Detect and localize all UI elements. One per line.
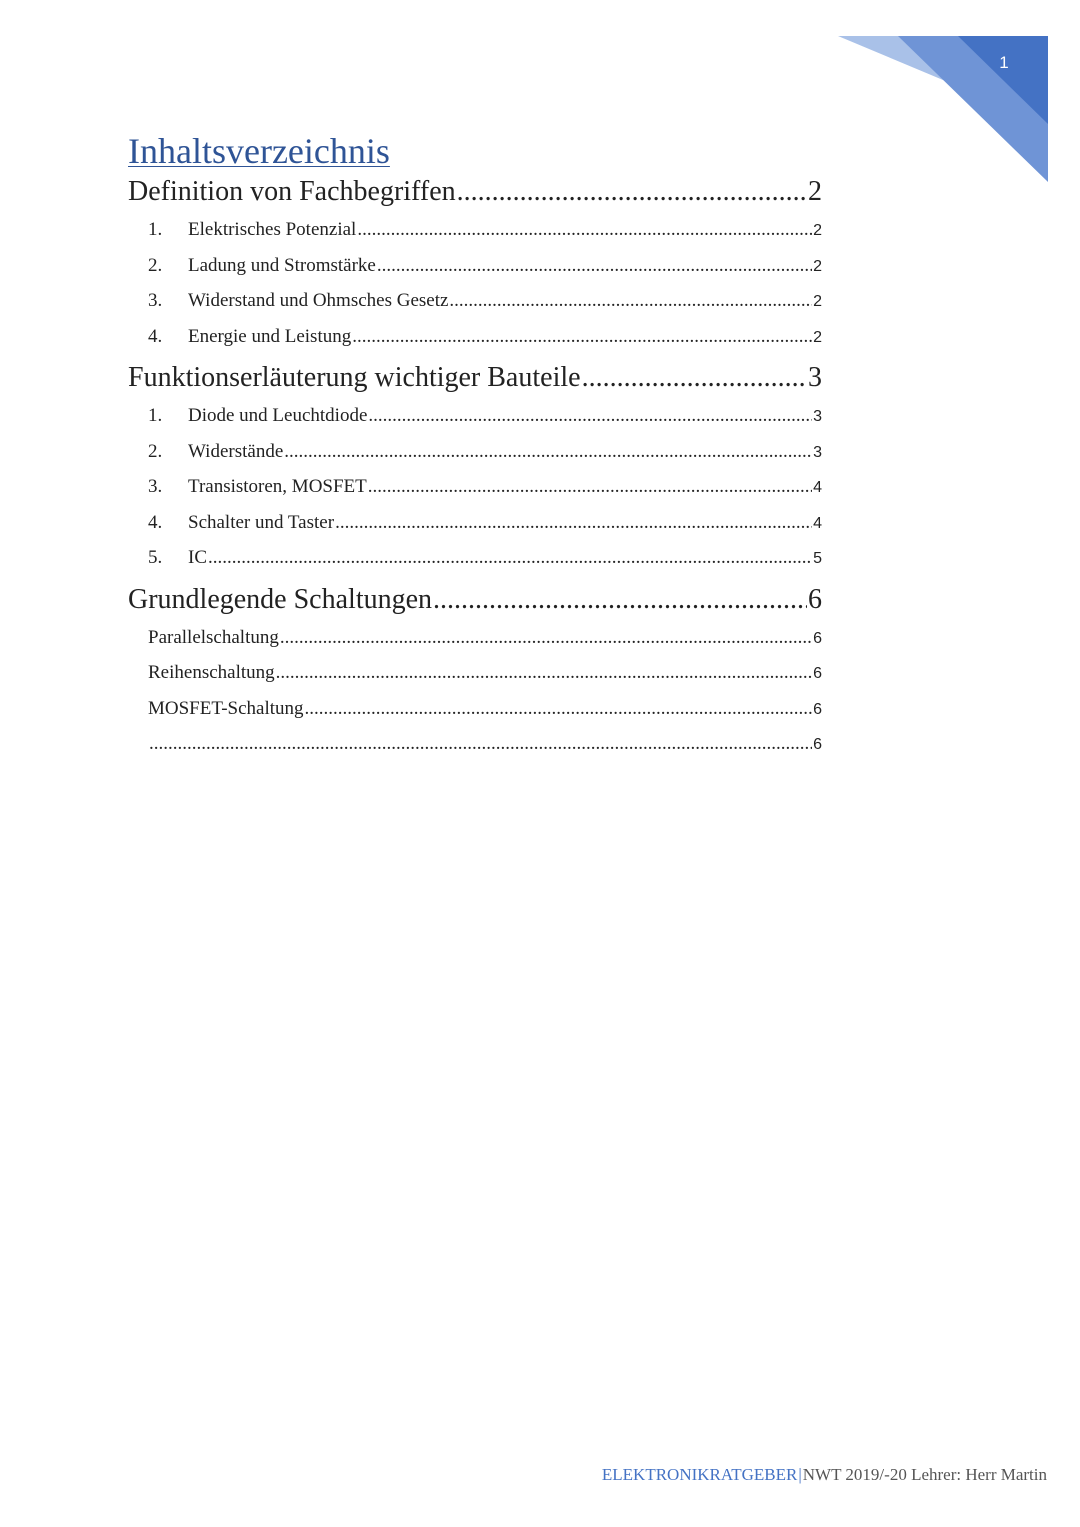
toc-entry-page: 4 — [813, 514, 822, 532]
footer-brand: ELEKTRONIKRATGEBER — [601, 1465, 798, 1484]
page-number: 1 — [999, 53, 1009, 72]
toc-entry-number: 4. — [148, 325, 163, 347]
toc-entry[interactable] — [128, 248, 822, 284]
dot-leader — [357, 212, 812, 248]
toc-entry-number: 1. — [148, 219, 163, 240]
toc-entry-number: 2. — [148, 254, 163, 276]
table-of-contents — [128, 130, 822, 762]
toc-section-title: Definition von Fachbegriffen — [128, 176, 456, 207]
toc-entry-label: Energie und Leistung — [188, 325, 352, 347]
toc-title: Inhaltsverzeichnis — [128, 131, 390, 171]
toc-section-title: Funktionserläuterung wichtiger Bauteile — [128, 362, 581, 393]
toc-entry-label: Schalter und Taster — [188, 511, 335, 533]
dot-leader — [352, 319, 812, 355]
toc-section-definition[interactable] — [128, 172, 822, 212]
toc-entry[interactable] — [128, 212, 822, 248]
toc-entry-label: Diode und Leuchtdiode — [188, 405, 368, 426]
toc-entry-label: Widerstand und Ohmsches Gesetz — [188, 290, 449, 311]
dot-leader — [457, 172, 807, 212]
toc-entry-label: IC — [188, 547, 207, 568]
toc-entry[interactable] — [128, 319, 822, 355]
corner-decoration — [838, 36, 1048, 182]
toc-entry-number: 3. — [148, 476, 163, 497]
toc-entry-page: 3 — [813, 408, 822, 425]
toc-section-schaltungen[interactable] — [128, 580, 822, 620]
page-footer — [602, 1465, 1047, 1485]
dot-leader — [335, 505, 812, 541]
toc-entry-page: 2 — [813, 293, 822, 310]
toc-entry-number: 4. — [148, 511, 163, 533]
dot-leader — [368, 398, 812, 434]
toc-section-title: Grundlegende Schaltungen — [128, 583, 433, 615]
toc-entry[interactable] — [128, 726, 822, 762]
dot-leader — [377, 248, 812, 284]
dot-leader — [149, 726, 812, 762]
toc-section-page: 3 — [808, 362, 822, 393]
toc-entry-number: 2. — [148, 440, 163, 462]
toc-entry-label: Parallelschaltung — [148, 626, 279, 648]
toc-entry-page: 2 — [813, 257, 822, 275]
toc-entry[interactable] — [128, 505, 822, 541]
dot-leader — [582, 358, 807, 398]
footer-separator: | — [798, 1465, 802, 1484]
dot-leader — [449, 283, 812, 319]
toc-entry-label: Elektrisches Potenzial — [188, 219, 357, 240]
toc-entry-page: 6 — [813, 665, 822, 682]
toc-entry-number: 1. — [148, 405, 163, 426]
toc-entry[interactable] — [128, 620, 822, 656]
toc-entry-number: 3. — [148, 290, 163, 311]
dot-leader — [280, 620, 812, 656]
dot-leader — [368, 469, 812, 505]
toc-entry-page: 2 — [813, 328, 822, 346]
dot-leader — [284, 434, 812, 470]
toc-entry-page: 5 — [813, 550, 822, 567]
dot-leader — [208, 540, 812, 576]
toc-entry-label: MOSFET-Schaltung — [148, 697, 304, 719]
toc-entry[interactable] — [128, 691, 822, 727]
dot-leader — [305, 691, 813, 727]
toc-entry-number: 5. — [148, 547, 163, 568]
toc-entry[interactable] — [128, 655, 822, 691]
toc-entry-page: 6 — [813, 629, 822, 647]
toc-section-page: 2 — [808, 176, 822, 207]
toc-entry-label: Ladung und Stromstärke — [188, 254, 376, 276]
toc-entry[interactable] — [128, 540, 822, 576]
toc-entry-page: 6 — [813, 736, 822, 753]
toc-entry-page: 3 — [813, 443, 822, 461]
toc-entry[interactable] — [128, 283, 822, 319]
toc-entry-label: Widerstände — [188, 440, 284, 462]
toc-entry-label: Reihenschaltung — [148, 662, 275, 683]
toc-entry-page: 4 — [813, 479, 822, 496]
footer-info: NWT 2019/-20 Lehrer: Herr Martin — [802, 1465, 1047, 1484]
toc-entry-page: 6 — [813, 700, 822, 718]
dot-leader — [433, 580, 807, 620]
toc-entry[interactable] — [128, 469, 822, 505]
toc-entry-page: 2 — [813, 222, 822, 239]
toc-entry[interactable] — [128, 398, 822, 434]
toc-entry-label: Transistoren, MOSFET — [188, 476, 367, 497]
dot-leader — [276, 655, 812, 691]
toc-section-page: 6 — [808, 583, 822, 615]
toc-entry[interactable] — [128, 434, 822, 470]
toc-section-bauteile[interactable] — [128, 358, 822, 398]
